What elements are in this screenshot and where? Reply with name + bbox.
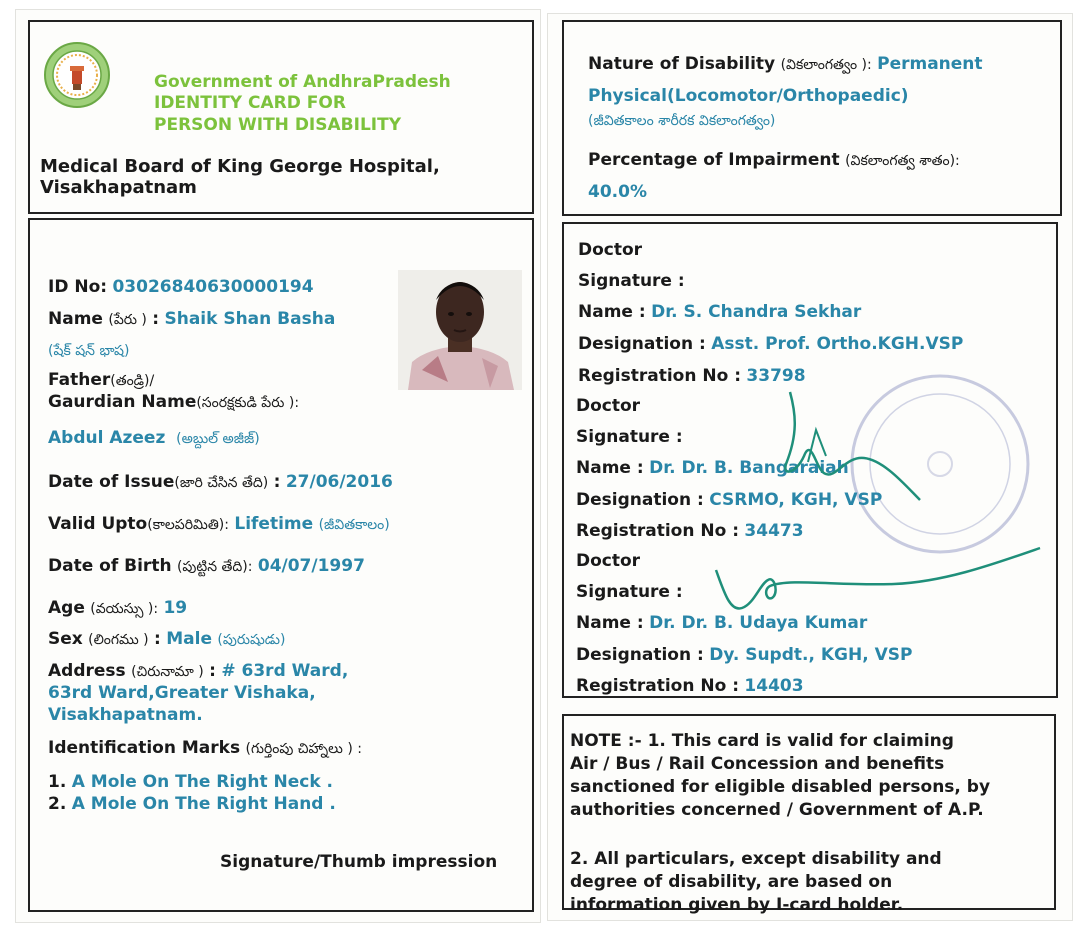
holder-photo [398,270,522,390]
doctor-2-designation-label: Designation : [576,490,704,510]
address-label: Address [48,661,126,681]
nature-row-telugu [588,110,775,131]
note-line-6: degree of disability, are based on [570,872,893,892]
impairment-label: Percentage of Impairment [588,150,840,170]
issue-value: 27/06/2016 [285,472,393,492]
doctor-2-title: Doctor [576,396,641,416]
address-label-telugu: (చిరునామా ) [131,664,204,680]
guardian-label: Gaurdian Name [48,392,197,412]
doctor-1-registration: 33798 [746,366,806,386]
address-line1: # 63rd Ward, [221,661,349,681]
doctor-2-registration: 34473 [744,521,804,541]
name-row [48,309,335,330]
doctor-3-designation: Dy. Supdt., KGH, VSP [709,645,913,665]
disability-details [562,20,1062,216]
doctor-3-designation-label: Designation : [576,645,704,665]
address-colon: : [209,661,216,681]
doctor-2-designation: CSRMO, KGH, VSP [709,490,883,510]
valid-label-telugu: (కాలపరిమితి): [147,517,229,533]
note-paragraph-1 [570,730,1046,822]
note-line-4: authorities concerned / Government of A.P. [570,800,984,820]
note-line-2: Air / Bus / Rail Concession and benefits [570,754,945,774]
nature-row [588,54,983,75]
doctor-2-signature-label: Signature : [576,427,683,447]
sex-value: Male [166,629,212,649]
sex-label: Sex [48,629,83,649]
name-value-telugu: (షేక్ షన్ భాష) [48,343,130,359]
mark-1-number: 1. [48,772,67,792]
nature-label-telugu: (వికలాంగత్వం ): [780,57,872,73]
id-label: ID No: [48,277,108,297]
doctor-2-registration-label: Registration No : [576,521,739,541]
guardian-row [48,392,299,413]
nature-row-2 [588,86,909,106]
doctor-1-title: Doctor [578,240,643,260]
marks-label-telugu: (గుర్తింపు చిహ్నాలు ) : [245,741,362,757]
father-row [48,370,154,391]
doctor-3-registration: 14403 [744,676,804,696]
government-title: Government of AndhraPradesh [154,72,451,92]
impairment-label-telugu: (వికలాంగత్వ శాతం): [845,153,960,169]
doctor-3-title: Doctor [576,551,641,571]
note-line-5: 2. All particulars, except disability and [570,849,942,869]
dob-label-telugu: (పుట్టిన తేది): [176,559,253,575]
age-row [48,598,187,619]
medical-board-line1: Medical Board of King George Hospital, [40,156,440,177]
dob-row [48,556,365,577]
dob-value: 04/07/1997 [257,556,365,576]
sex-label-telugu: (లింగము ) [88,632,149,648]
signature-caption: Signature/Thumb impression [220,852,498,872]
address-row-3 [48,705,203,725]
issue-label-telugu: (జారి చేసిన తేది) [174,475,269,491]
valid-row [48,514,390,535]
doctor-1-registration-label: Registration No : [578,366,741,386]
age-label-telugu: (వయస్సు ): [90,601,159,617]
address-row [48,661,348,682]
note-line-7: information given by I-card holder. [570,895,904,915]
valid-value: Lifetime [234,514,314,534]
marks-label: Identification Marks [48,738,241,758]
id-value: 03026840630000194 [112,277,314,297]
mark-1-row [48,772,333,792]
father-value-row [48,428,260,449]
age-label: Age [48,598,85,618]
doctors-panel [562,222,1058,698]
id-number-row [48,277,314,297]
nature-label: Nature of Disability [588,54,776,74]
issue-label: Date of Issue [48,472,175,492]
issue-row [48,472,393,493]
doctor-3-name-label: Name : [576,613,644,633]
doctor-1-signature-label: Signature : [578,271,685,291]
name-label: Name [48,309,103,329]
impairment-value: 40.0% [588,182,647,202]
address-row-2 [48,683,316,703]
impairment-row [588,150,960,171]
doctor-1-name-label: Name : [578,302,646,322]
mark-2-value: A Mole On The Right Hand . [71,794,336,814]
sex-row [48,629,285,650]
name-value: Shaik Shan Basha [164,309,336,329]
guardian-label-telugu: (సంరక్షకుడి పేరు ): [196,395,300,411]
father-value: Abdul Azeez [48,428,166,448]
doctor-2-name: Dr. Dr. B. Bangaraiah [649,458,849,478]
valid-label: Valid Upto [48,514,148,534]
mark-2-row [48,794,336,814]
nature-value-2: Physical(Locomotor/Orthopaedic) [588,86,909,106]
signature-thumb-caption [220,852,497,872]
card-details [28,218,534,912]
note-paragraph-2 [570,848,1046,917]
marks-row [48,738,362,759]
note-line-3: sanctioned for eligible disabled persons, by [570,777,991,797]
doctor-3-registration-label: Registration No : [576,676,739,696]
sex-value-telugu: (పురుషుడు) [217,632,286,648]
age-value: 19 [163,598,188,618]
andhra-pradesh-emblem-icon [42,40,112,110]
issue-colon: : [273,472,281,492]
person-photo-icon [398,270,522,390]
doctor-1-designation: Asst. Prof. Ortho.KGH.VSP [711,334,964,354]
doctor-2-name-label: Name : [576,458,644,478]
card-title-line2: PERSON WITH DISABILITY [154,115,402,135]
father-label: Father [48,370,111,390]
name-telugu-row [48,340,129,361]
nature-value: Permanent [877,54,983,74]
address-line3: Visakhapatnam. [48,705,203,725]
medical-board-line2: Visakhapatnam [40,177,197,198]
nature-value-telugu: (జీవితకాలం శారీరక వికలాంగత్వం) [588,113,776,129]
sex-colon: : [154,629,161,649]
doctor-1-designation-label: Designation : [578,334,706,354]
valid-value-telugu: (జీవితకాలం) [318,517,390,533]
card-title-line1: IDENTITY CARD FOR [154,93,346,113]
doctor-3-signature-label: Signature : [576,582,683,602]
note-line-1: NOTE :- 1. This card is valid for claiming [570,731,954,751]
name-colon: : [152,309,160,329]
name-label-telugu: (పేరు ) [108,312,147,328]
mark-1-value: A Mole On The Right Neck . [71,772,334,792]
card-header [28,20,534,214]
father-value-telugu: (అబ్దుల్ అజీజ్) [176,431,260,447]
address-line2: 63rd Ward,Greater Vishaka, [48,683,316,703]
doctor-1-name: Dr. S. Chandra Sekhar [651,302,862,322]
mark-2-number: 2. [48,794,67,814]
doctor-signatures-icon [564,224,1060,700]
id-card-back [548,14,1072,920]
note-box [562,714,1056,915]
impairment-value-row [588,182,647,202]
doctor-3-name: Dr. Dr. B. Udaya Kumar [649,613,868,633]
id-card-front [16,10,540,922]
father-label-telugu: (తండ్రి)/ [110,373,155,389]
dob-label: Date of Birth [48,556,172,576]
